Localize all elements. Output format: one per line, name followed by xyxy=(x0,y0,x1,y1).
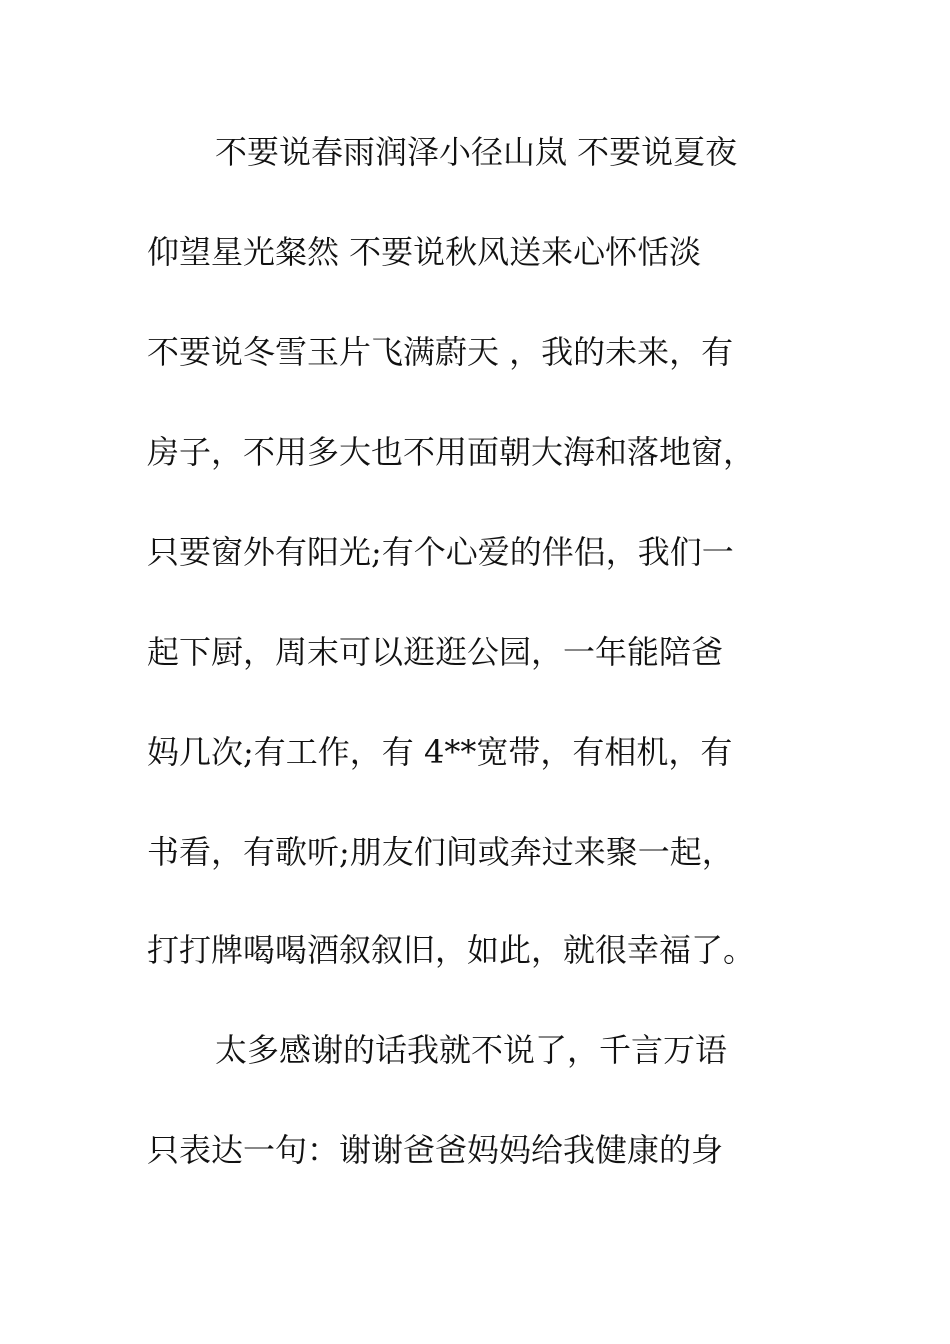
paragraph-line: 书看，有歌听;朋友们间或奔过来聚一起， xyxy=(147,833,734,871)
paragraph-line: 房子，不用多大也不用面朝大海和落地窗， xyxy=(147,433,756,471)
paragraph-line: 不要说春雨润泽小径山岚 不要说夏夜 xyxy=(215,133,738,171)
paragraph-line: 妈几次;有工作，有 4**宽带，有相机，有 xyxy=(147,733,733,771)
paragraph-line: 只表达一句：谢谢爸爸妈妈给我健康的身 xyxy=(147,1131,724,1169)
paragraph-line: 起下厨，周末可以逛逛公园，一年能陪爸 xyxy=(147,633,724,671)
paragraph-line: 不要说冬雪玉片飞满蔚天 ，我的未来，有 xyxy=(147,333,734,371)
paragraph-line: 打打牌喝喝酒叙叙旧，如此，就很幸福了。 xyxy=(147,931,756,969)
paragraph-line: 仰望星光粲然 不要说秋风送来心怀恬淡 xyxy=(147,233,702,271)
paragraph-line: 太多感谢的话我就不说了，千言万语 xyxy=(215,1031,728,1069)
paragraph-line: 只要窗外有阳光;有个心爱的伴侣，我们一 xyxy=(147,533,734,571)
